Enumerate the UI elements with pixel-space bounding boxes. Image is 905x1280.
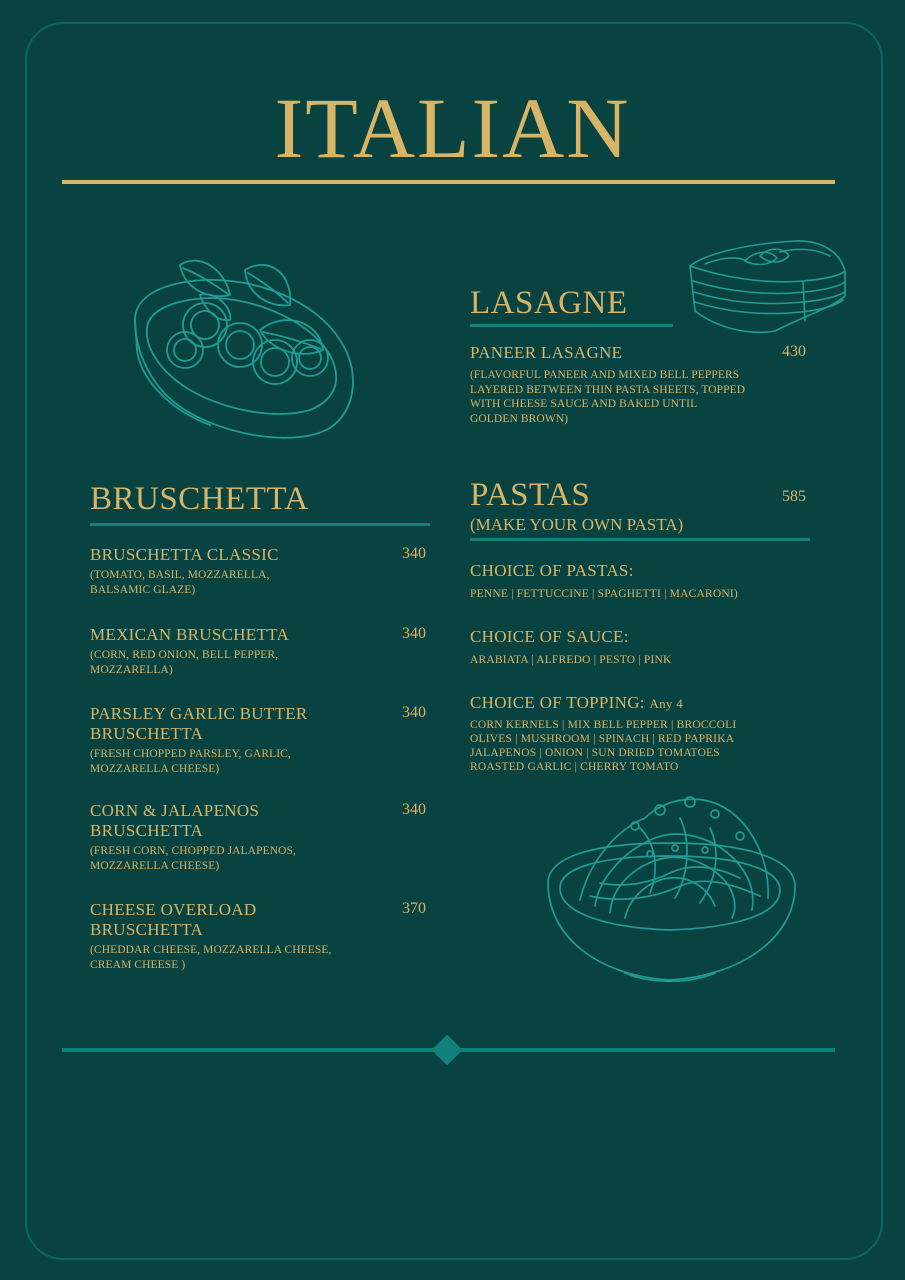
option-line: OLIVES | MUSHROOM | SPINACH | RED PAPRIKA [470, 733, 735, 745]
name-line: BRUSCHETTA [90, 724, 204, 743]
item-price: 340 [402, 545, 426, 562]
description-line: MOZZARELLA CHEESE) [90, 762, 220, 775]
item-name [90, 801, 432, 841]
pastas-rule [470, 538, 810, 541]
item-name: MEXICAN BRUSCHETTA [90, 625, 290, 644]
bruschetta-rule [90, 523, 430, 526]
pastas-price: 585 [782, 488, 806, 505]
name-line: CHEESE OVERLOAD [90, 900, 257, 919]
name-line: PARSLEY GARLIC BUTTER [90, 704, 308, 723]
choice-heading-text: CHOICE OF TOPPING: [470, 693, 645, 712]
choice-pastas-options: PENNE | FETTUCCINE | SPAGHETTI | MACARONI) [470, 588, 738, 600]
item-description [90, 747, 432, 776]
item-price: 430 [782, 343, 806, 360]
title-underline [62, 180, 835, 184]
pastas-heading: PASTAS [470, 477, 591, 513]
item-price: 370 [402, 900, 426, 917]
item-description [90, 648, 432, 677]
description-line: BALSAMIC GLAZE) [90, 583, 196, 596]
lasagne-illustration [685, 236, 850, 341]
item-price: 340 [402, 625, 426, 642]
menu-item [90, 625, 432, 677]
item-name [90, 900, 432, 940]
name-line: BRUSCHETTA [90, 821, 204, 840]
description-line: LAYERED BETWEEN THIN PASTA SHEETS, TOPPED [470, 383, 746, 396]
option-line: JALAPENOS | ONION | SUN DRIED TOMATOES [470, 747, 720, 759]
name-line: CORN & JALAPENOS [90, 801, 260, 820]
option-line: ROASTED GARLIC | CHERRY TOMATO [470, 761, 679, 773]
item-price: 340 [402, 801, 426, 818]
item-description [90, 943, 432, 972]
pasta-bowl-illustration [540, 788, 802, 988]
name-line: BRUSCHETTA [90, 920, 204, 939]
choice-pastas-heading [470, 561, 634, 581]
item-name: BRUSCHETTA CLASSIC [90, 545, 279, 564]
item-price: 340 [402, 704, 426, 721]
description-line: MOZZARELLA CHEESE) [90, 859, 220, 872]
option-line: CORN KERNELS | MIX BELL PEPPER | BROCCOLI [470, 719, 737, 731]
choice-sauce-options: ARABIATA | ALFREDO | PESTO | PINK [470, 654, 672, 666]
menu-item [470, 343, 815, 426]
choice-heading-text: CHOICE OF PASTAS: [470, 561, 634, 580]
menu-item [90, 900, 432, 972]
description-line: WITH CHEESE SAUCE AND BAKED UNTIL [470, 398, 698, 410]
bruschetta-heading: BRUSCHETTA [90, 481, 309, 517]
pastas-subheading: (MAKE YOUR OWN PASTA) [470, 515, 684, 534]
bruschetta-illustration [125, 250, 360, 445]
description-line: CREAM CHEESE ) [90, 958, 186, 971]
lasagne-heading: LASAGNE [470, 285, 628, 321]
lasagne-rule [470, 324, 673, 327]
description-line: MOZZARELLA) [90, 663, 173, 676]
description-line: (CORN, RED ONION, BELL PEPPER, [90, 649, 279, 661]
choice-topping-options [470, 718, 736, 774]
menu-title: ITALIAN [274, 80, 631, 176]
item-description [90, 568, 432, 597]
description-line: (TOMATO, BASIL, MOZZARELLA, [90, 569, 270, 581]
description-line: GOLDEN BROWN) [470, 412, 569, 425]
menu-item [90, 545, 432, 597]
item-name [90, 704, 432, 744]
item-description [90, 844, 432, 873]
description-line: (FLAVORFUL PANEER AND MIXED BELL PEPPERS [470, 369, 740, 381]
choice-topping-heading [470, 693, 683, 713]
item-description [470, 368, 815, 426]
description-line: (FRESH CORN, CHOPPED JALAPENOS, [90, 845, 296, 857]
menu-item [90, 704, 432, 776]
choice-heading-text: CHOICE OF SAUCE: [470, 627, 629, 646]
item-name: PANEER LASAGNE [470, 343, 623, 362]
choice-note: Any 4 [649, 696, 684, 711]
choice-sauce-heading [470, 627, 629, 647]
menu-item [90, 801, 432, 873]
description-line: (FRESH CHOPPED PARSLEY, GARLIC, [90, 748, 291, 760]
description-line: (CHEDDAR CHEESE, MOZZARELLA CHEESE, [90, 944, 332, 956]
